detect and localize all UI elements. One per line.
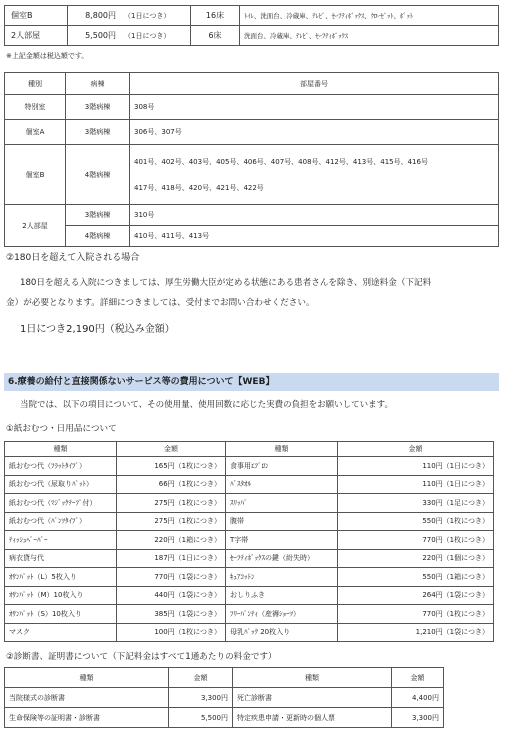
supply-price: 550円（1箱につき）: [338, 568, 494, 587]
supply-name: ﾃｨｯｼｭﾍﾟｰﾊﾟｰ: [5, 531, 117, 550]
room-number-row: [5, 145, 499, 205]
fee-room-type: 2人部屋: [5, 26, 68, 46]
supply-price: 385円（1袋につき）: [117, 605, 226, 624]
supply-price: 275円（1枚につき）: [117, 512, 226, 531]
supply-price: 187円（1日につき）: [117, 549, 226, 568]
supply-name: 紙おむつ代（ﾌﾗｯﾄﾀｲﾌﾟ）: [5, 457, 117, 476]
supplies-header-type-1: 種類: [5, 442, 117, 457]
supply-price: 1,210円（1袋につき）: [338, 623, 494, 642]
room-number-line: 308号: [134, 103, 155, 111]
supply-row: [5, 605, 494, 624]
tax-note: ※上記金額は税込額です。: [6, 52, 89, 60]
room-numbers: [130, 205, 499, 226]
over180-body: [6, 273, 431, 313]
supply-name: 腹帯: [226, 512, 338, 531]
supply-name: T字帯: [226, 531, 338, 550]
room-ward: 3階病棟: [66, 120, 130, 145]
room-type: 2人部屋: [5, 205, 66, 247]
room-number-line: 401号、402号、403号、405号、406号、407号、408号、412号、413号、415号、416号: [134, 157, 428, 166]
supply-row: [5, 568, 494, 587]
supply-name: ｵｻﾝﾊﾟｯﾄ（M）10枚入り: [5, 586, 117, 605]
supply-name: ｽﾘｯﾊﾟ: [226, 494, 338, 513]
room-ward: 4階病棟: [66, 145, 130, 205]
supply-name: 紙おむつ代（ﾏｼﾞｯｸﾃｰﾌﾟ付）: [5, 494, 117, 513]
room-numbers: [130, 145, 499, 205]
room-type: 特別室: [5, 95, 66, 120]
section6-intro: 当院では、以下の項目について、その使用量、使用回数に応じた実費の負担をお願いしています。: [20, 400, 393, 410]
supply-price: 330円（1足につき）: [338, 494, 494, 513]
supply-name: ﾌﾘｰﾊﾟﾝﾃｨ（産褥ｼｮｰﾂ）: [226, 605, 338, 624]
room-number-line: 410号、411号、413号: [134, 232, 210, 240]
fee-price: 5,500円: [68, 26, 121, 46]
certificate-price: 3,300円: [392, 708, 444, 728]
cert-header-type-1: 種類: [5, 668, 169, 688]
certificate-row: [5, 708, 444, 728]
room-type: 個室A: [5, 120, 66, 145]
supply-price: 165円（1枚につき）: [117, 457, 226, 476]
supply-name: マスク: [5, 623, 117, 642]
certificate-price: 3,300円: [169, 688, 233, 708]
certificate-name: 当院様式の診断書: [5, 688, 169, 708]
supply-price: 264円（1袋につき）: [338, 586, 494, 605]
supply-row: [5, 586, 494, 605]
room-numbers: [130, 226, 499, 247]
certificate-name: 生命保険等の証明書・診断書: [5, 708, 169, 728]
supplies-table: [4, 441, 494, 642]
cert-header-type-2: 種類: [233, 668, 392, 688]
fee-room-type: 個室B: [5, 6, 68, 26]
room-number-row: [5, 205, 499, 226]
supplies-heading: ①紙おむつ・日用品について: [6, 424, 117, 434]
room-numbers: [130, 120, 499, 145]
fee-beds: 6床: [191, 26, 240, 46]
supplies-header-type-2: 種類: [226, 442, 338, 457]
supply-name: 紙おむつ代（ﾊﾟﾝﾂﾀｲﾌﾟ）: [5, 512, 117, 531]
fee-equipment: 洗面台、冷蔵庫、ﾃﾚﾋﾞ、ｾｰﾌﾃｨﾎﾞｯｸｽ: [240, 26, 499, 46]
fee-price: 8,800円: [68, 6, 121, 26]
fee-row: [5, 6, 499, 26]
room-fee-table: [4, 5, 499, 46]
supply-price: 440円（1袋につき）: [117, 586, 226, 605]
supply-price: 100円（1枚につき）: [117, 623, 226, 642]
room-number-row: [5, 226, 499, 247]
supply-price: 220円（1個につき）: [338, 549, 494, 568]
room-ward: 3階病棟: [66, 95, 130, 120]
supply-price: 770円（1枚につき）: [338, 531, 494, 550]
certificate-row: [5, 688, 444, 708]
supply-price: 770円（1袋につき）: [117, 568, 226, 587]
col-header-type: 種別: [5, 73, 66, 95]
over180-line2: 金）が必要となります。詳細につきましては、受付までお問い合わせください。: [6, 298, 315, 308]
section6-title: 6.療養の給付と直接関係ないサービス等の費用について【WEB】: [4, 373, 499, 391]
supply-row: [5, 549, 494, 568]
over180-price: 1日につき2,190円（税込み金額）: [20, 324, 175, 335]
supply-price: 220円（1箱につき）: [117, 531, 226, 550]
certificate-table: [4, 667, 444, 728]
supply-row: [5, 475, 494, 494]
certificate-price: 5,500円: [169, 708, 233, 728]
fee-unit: （1日につき）: [120, 6, 191, 26]
supply-name: 紙おむつ代（尿取りﾊﾟｯﾄ）: [5, 475, 117, 494]
room-ward: 4階病棟: [66, 226, 130, 247]
supply-price: 66円（1枚につき）: [117, 475, 226, 494]
supply-price: 550円（1枚につき）: [338, 512, 494, 531]
supply-price: 110円（1日につき）: [338, 475, 494, 494]
room-numbers: [130, 95, 499, 120]
supply-name: ｵｻﾝﾊﾟｯﾄ（L）5枚入り: [5, 568, 117, 587]
supplies-header-price-2: 金額: [338, 442, 494, 457]
supply-name: 食事用ｴﾌﾟﾛﾝ: [226, 457, 338, 476]
room-number-table: [4, 72, 499, 247]
supply-name: 病衣貸与代: [5, 549, 117, 568]
col-header-ward: 病棟: [66, 73, 130, 95]
supply-row: [5, 494, 494, 513]
over180-heading: ②180日を超えて入院される場合: [6, 253, 140, 263]
room-number-line: 310号: [134, 211, 155, 219]
supply-name: おしりふき: [226, 586, 338, 605]
supply-row: [5, 623, 494, 642]
room-number-line: 417号、418号、420号、421号、422号: [134, 183, 264, 192]
supply-price: 110円（1日につき）: [338, 457, 494, 476]
certificate-heading: ②診断書、証明書について（下記料金はすべて1通あたりの料金です）: [6, 652, 277, 662]
fee-unit: （1日につき）: [120, 26, 191, 46]
supply-name: 母乳ﾊﾟｯｸ 20枚入り: [226, 623, 338, 642]
cert-header-price-1: 金額: [169, 668, 233, 688]
supply-name: ｷｭｱｺｯﾄﾝ: [226, 568, 338, 587]
room-type: 個室B: [5, 145, 66, 205]
supply-name: ﾊﾞｽﾀｵﾙ: [226, 475, 338, 494]
supply-row: [5, 512, 494, 531]
supply-name: ｵｻﾝﾊﾟｯﾄ（S）10枚入り: [5, 605, 117, 624]
room-number-row: [5, 120, 499, 145]
supply-row: [5, 531, 494, 550]
supplies-header-price-1: 金額: [117, 442, 226, 457]
room-ward: 3階病棟: [66, 205, 130, 226]
certificate-price: 4,400円: [392, 688, 444, 708]
supply-row: [5, 457, 494, 476]
room-number-row: [5, 95, 499, 120]
supply-name: ｾｰﾌﾃｨﾎﾞｯｸｽの鍵（紛失時）: [226, 549, 338, 568]
col-header-rooms: 部屋番号: [130, 73, 499, 95]
fee-row: [5, 26, 499, 46]
cert-header-price-2: 金額: [392, 668, 444, 688]
supply-price: 770円（1枚につき）: [338, 605, 494, 624]
supply-price: 275円（1枚につき）: [117, 494, 226, 513]
room-number-line: 306号、307号: [134, 128, 182, 136]
certificate-name: 死亡診断書: [233, 688, 392, 708]
certificate-name: 特定疾患申請・更新時の個人票: [233, 708, 392, 728]
fee-beds: 16床: [191, 6, 240, 26]
fee-equipment: ﾄｲﾚ、洗面台、冷蔵庫、ﾃﾚﾋﾞ、ｾｰﾌﾃｨﾎﾞｯｸｽ、ｸﾛｰｾﾞｯﾄ、ﾎﾟｯﾄ: [240, 6, 499, 26]
over180-line1: 180日を超える入院につきましては、厚生労働大臣が定める状態にある患者さんを除き、別途料金（下記料: [20, 278, 432, 288]
